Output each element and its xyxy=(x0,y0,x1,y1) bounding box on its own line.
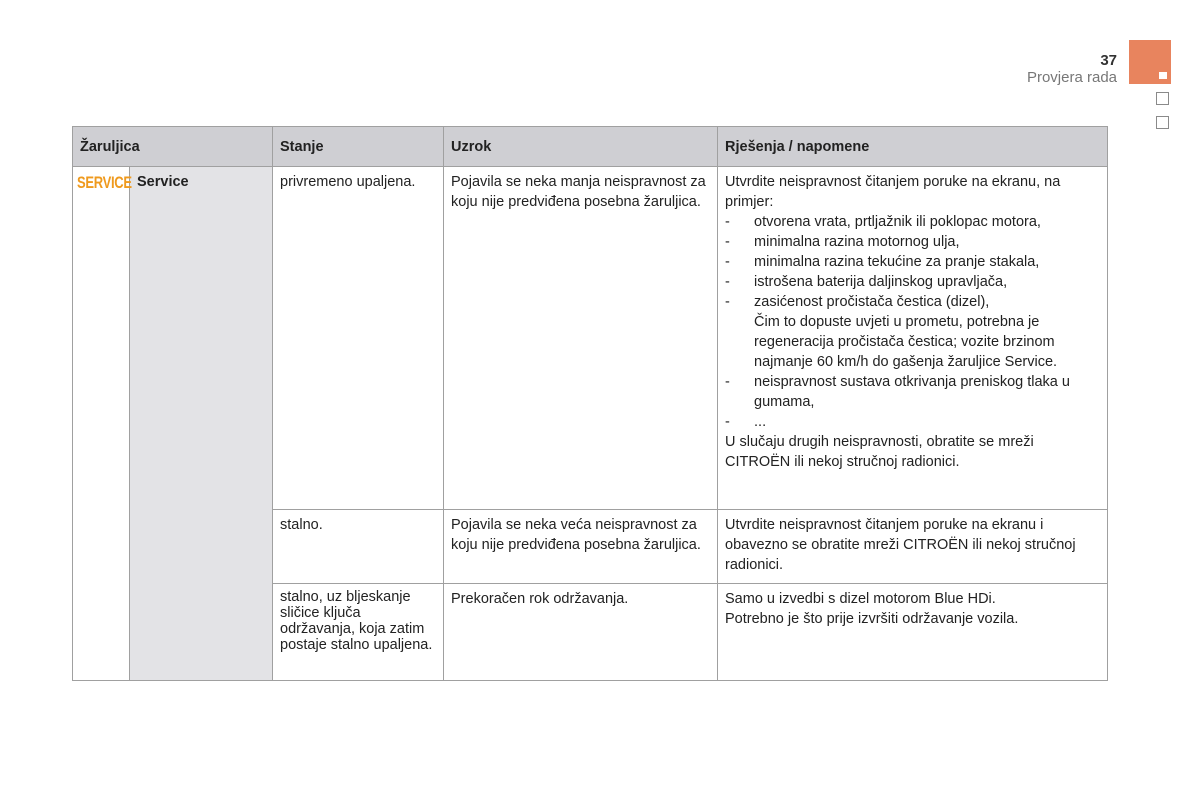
table-header-row xyxy=(73,127,1108,167)
solution-line: Samo u izvedbi s dizel motorom Blue HDi. xyxy=(725,591,996,607)
list-item: - otvorena vrata, prtljažnik ili poklopac motora, xyxy=(725,214,1041,230)
solution-list xyxy=(725,372,1100,432)
list-item: - minimalna razina tekućine za pranje stakala, xyxy=(725,254,1040,270)
solution-intro: Utvrdite neispravnost čitanjem poruke na ekranu, na primjer: xyxy=(725,174,1061,210)
solution-note: Čim to dopuste uvjeti u prometu, potrebna je regeneracija pročistača čestica; vozite brzinom najmanje 60 km/h do gašenja žaruljice Service. xyxy=(754,314,1058,370)
list-item: - zasićenost pročistača čestica (dizel), xyxy=(725,294,990,310)
state-cell: stalno, uz bljeskanje sličice ključa održavanja, koja zatim postaje stalno upaljena. xyxy=(273,584,444,681)
list-item: - minimalna razina motornog ulja, xyxy=(725,234,960,250)
list-item-text: zasićenost pročistača čestica (dizel), xyxy=(754,294,990,310)
cause-cell: Pojavila se neka manja neispravnost za koju nije predviđena posebna žaruljica. xyxy=(444,167,718,510)
chapter-tab-marker xyxy=(1159,72,1167,79)
column-header-solution: Rješenja / napomene xyxy=(718,127,1108,167)
solution-cell: Utvrdite neispravnost čitanjem poruke na ekranu i obavezno se obratite mreži CITROËN ili nekoj stručnoj radionici. xyxy=(718,510,1108,584)
chapter-indicator-box xyxy=(1156,92,1169,105)
state-cell: privremeno upaljena. xyxy=(273,167,444,510)
section-title: Provjera rada xyxy=(1026,69,1117,86)
solution-list xyxy=(725,212,1100,312)
state-cell: stalno. xyxy=(273,510,444,584)
list-item-text: minimalna razina motornog ulja, xyxy=(754,234,960,250)
solution-cell xyxy=(718,167,1108,510)
list-item: - ... xyxy=(725,414,767,430)
column-header-cause: Uzrok xyxy=(444,127,718,167)
list-item-text: neispravnost sustava otkrivanja preniskog tlaka u gumama, xyxy=(754,374,1070,410)
lamp-name: Service xyxy=(130,167,273,681)
solution-outro: U slučaju drugih neispravnosti, obratite se mreži CITROËN ili nekoj stručnoj radionici. xyxy=(725,434,1034,470)
solution-cell xyxy=(718,584,1108,681)
list-item: - neispravnost sustava otkrivanja preniskog tlaka u gumama, xyxy=(725,374,1070,410)
list-item-text: otvorena vrata, prtljažnik ili poklopac motora, xyxy=(754,214,1041,230)
page-number: 37 xyxy=(1100,52,1117,69)
cause-cell: Pojavila se neka veća neispravnost za koju nije predviđena posebna žaruljica. xyxy=(444,510,718,584)
column-header-lamp: Žaruljica xyxy=(73,127,273,167)
cause-cell: Prekoračen rok održavanja. xyxy=(444,584,718,681)
service-lamp-icon: SERVICE xyxy=(77,173,132,192)
page-header xyxy=(1027,52,1117,87)
list-item-text: ... xyxy=(754,414,767,430)
chapter-indicator-box xyxy=(1156,116,1169,129)
warning-lamp-table xyxy=(72,126,1108,681)
solution-line: Potrebno je što prije izvršiti održavanje vozila. xyxy=(725,611,1019,627)
list-item-text: istrošena baterija daljinskog upravljača, xyxy=(754,274,1008,290)
lamp-icon-cell xyxy=(73,167,130,681)
table-row xyxy=(73,167,1108,510)
column-header-state: Stanje xyxy=(273,127,444,167)
list-item: - istrošena baterija daljinskog upravljača, xyxy=(725,274,1008,290)
list-item-text: minimalna razina tekućine za pranje stakala, xyxy=(754,254,1040,270)
